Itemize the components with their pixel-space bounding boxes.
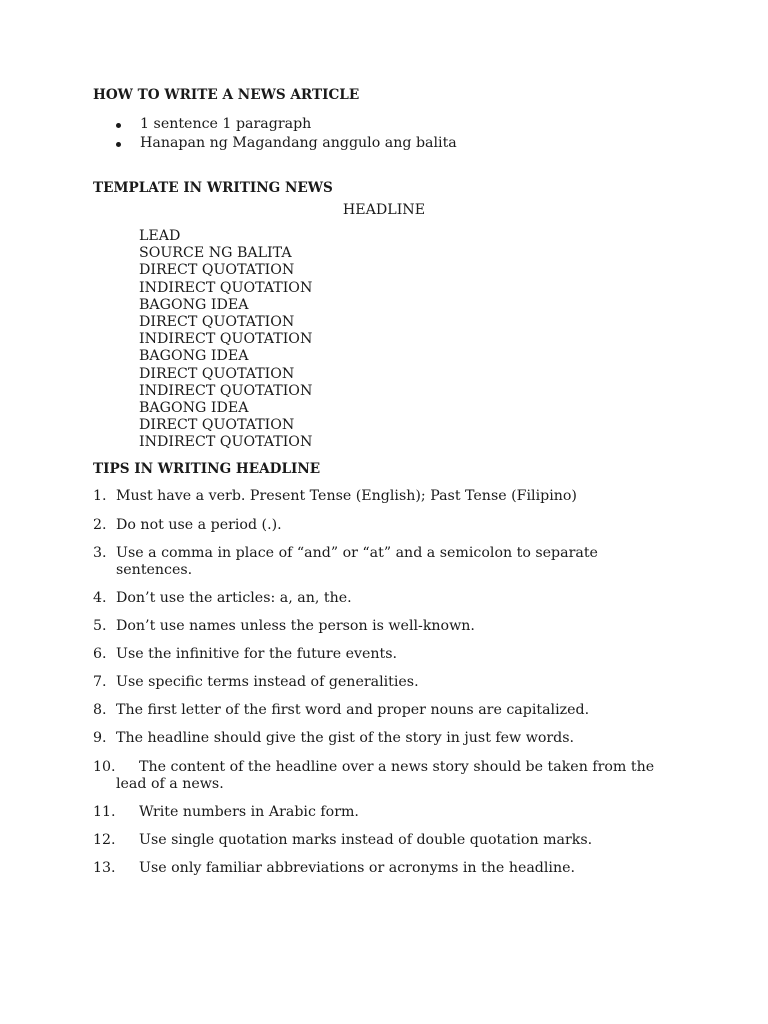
document-page — [93, 87, 693, 888]
tip-item — [93, 804, 676, 821]
tip-item — [93, 618, 676, 635]
section-title-how-to-write: HOW TO WRITE A NEWS ARTICLE — [93, 87, 360, 103]
tip-number: 8. — [93, 702, 107, 719]
how-to-bullet-list — [93, 116, 693, 154]
template-item: BAGONG IDEA — [139, 348, 249, 365]
tip-text: The first letter of the first word and proper nouns are capitalized. — [116, 702, 590, 719]
tip-text: Use a comma in place of “and” or “at” and a semicolon to separate sentences. — [116, 544, 598, 578]
template-headline-label: HEADLINE — [342, 202, 426, 218]
tip-number: 2. — [93, 516, 107, 533]
tip-item — [93, 759, 676, 794]
tip-item — [93, 860, 676, 877]
tip-item — [93, 590, 676, 607]
tip-number: 7. — [93, 674, 107, 691]
tip-number: 6. — [93, 646, 107, 663]
template-item: INDIRECT QUOTATION — [139, 434, 313, 451]
tip-text: Use single quotation marks instead of double quotation marks. — [139, 832, 593, 849]
bullet-item — [93, 116, 693, 135]
tip-text: Use only familiar abbreviations or acronyms in the headline. — [139, 860, 576, 877]
tip-item — [93, 730, 676, 747]
tip-text: Don’t use the articles: a, an, the. — [116, 590, 352, 607]
tip-text: Do not use a period (.). — [116, 516, 282, 533]
tip-item — [93, 674, 676, 691]
tip-item — [93, 517, 676, 534]
bullet-text: 1 sentence 1 paragraph — [140, 116, 312, 132]
template-item: BAGONG IDEA — [139, 399, 249, 416]
tip-text: The headline should give the gist of the story in just few words. — [116, 730, 575, 747]
tip-item — [93, 488, 676, 505]
template-item: BAGONG IDEA — [139, 296, 249, 313]
tip-number: 3. — [93, 544, 107, 561]
bullet-icon — [116, 123, 121, 128]
template-item: LEAD — [139, 228, 181, 244]
template-item: INDIRECT QUOTATION — [139, 331, 313, 348]
tip-number: 5. — [93, 618, 107, 635]
tip-item — [93, 832, 676, 849]
template-item: INDIRECT QUOTATION — [139, 382, 313, 399]
tip-item — [93, 545, 676, 580]
tip-text: Write numbers in Arabic form. — [139, 803, 359, 820]
tip-text: The content of the headline over a news story should be taken from the lead of a news. — [116, 758, 655, 792]
template-item: DIRECT QUOTATION — [139, 262, 295, 279]
tip-number: 11. — [93, 803, 116, 820]
template-item: DIRECT QUOTATION — [139, 313, 295, 330]
tip-text: Must have a verb. Present Tense (English); Past Tense (Filipino) — [116, 488, 577, 505]
tip-text: Don’t use names unless the person is well-known. — [116, 618, 475, 635]
tip-number: 4. — [93, 590, 107, 607]
section-title-template: TEMPLATE IN WRITING NEWS — [93, 180, 333, 196]
template-list — [93, 228, 693, 451]
tip-item — [93, 646, 676, 663]
section-title-tips: TIPS IN WRITING HEADLINE — [93, 461, 321, 478]
tip-number: 9. — [93, 730, 107, 747]
template-item: DIRECT QUOTATION — [139, 417, 295, 434]
bullet-text: Hanapan ng Magandang anggulo ang balita — [140, 135, 457, 151]
tip-text: Use the infinitive for the future events. — [116, 646, 398, 663]
tips-list — [93, 488, 693, 877]
tip-number: 13. — [93, 860, 116, 877]
tip-number: 10. — [93, 758, 116, 775]
tip-number: 12. — [93, 832, 116, 849]
bullet-item — [93, 135, 693, 154]
template-item: SOURCE NG BALITA — [139, 245, 292, 262]
bullet-icon — [116, 142, 121, 147]
template-item: DIRECT QUOTATION — [139, 365, 295, 382]
template-item: INDIRECT QUOTATION — [139, 279, 313, 296]
tip-text: Use specific terms instead of generalities. — [116, 674, 419, 691]
tip-item — [93, 702, 676, 719]
tip-number: 1. — [93, 488, 107, 505]
